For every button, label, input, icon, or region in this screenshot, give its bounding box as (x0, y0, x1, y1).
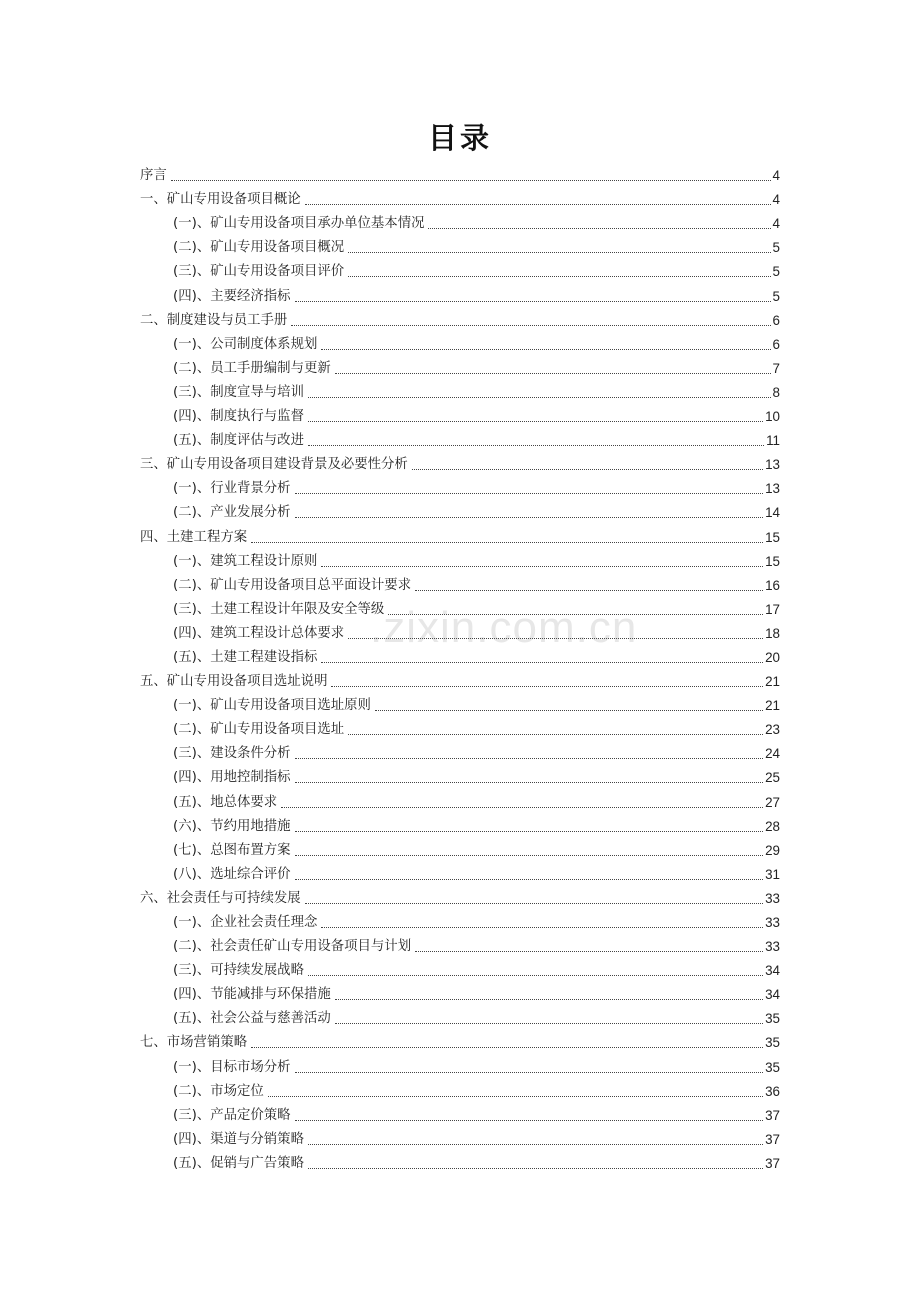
toc-entry[interactable] (140, 1100, 780, 1124)
toc-entry-page-number: 5 (772, 240, 780, 256)
toc-entry[interactable] (140, 811, 780, 835)
toc-entry-page-number: 35 (765, 1035, 780, 1051)
toc-entry-page-number: 24 (765, 746, 780, 762)
toc-entry[interactable] (140, 859, 780, 883)
toc-leader-dots (281, 807, 763, 808)
toc-entry-page-number: 23 (765, 722, 780, 738)
toc-leader-dots (321, 349, 770, 350)
toc-leader-dots (295, 831, 764, 832)
toc-leader-dots (348, 252, 770, 253)
toc-entry-page-number: 37 (765, 1155, 780, 1171)
toc-entry-label: 四、土建工程方案 (140, 529, 248, 545)
toc-entry[interactable] (140, 594, 780, 618)
toc-entry-label: (二)、社会责任矿山专用设备项目与计划 (173, 939, 412, 955)
toc-leader-dots (335, 1023, 763, 1024)
toc-entry-label: (四)、渠道与分销策略 (173, 1131, 304, 1147)
toc-entry-page-number: 7 (772, 360, 780, 376)
toc-entry-page-number: 10 (765, 409, 780, 425)
toc-entry-page-number: 25 (765, 770, 780, 786)
toc-leader-dots (308, 397, 771, 398)
toc-entry-label: 六、社会责任与可持续发展 (140, 890, 301, 906)
toc-leader-dots (251, 542, 763, 543)
toc-entry-page-number: 33 (765, 890, 780, 906)
toc-entry-page-number: 17 (765, 601, 780, 617)
toc-entry-page-number: 18 (765, 625, 780, 641)
toc-entry[interactable] (140, 473, 780, 497)
toc-leader-dots (171, 180, 771, 181)
toc-entry-label: (三)、矿山专用设备项目评价 (173, 264, 345, 280)
toc-entry-label: (二)、矿山专用设备项目总平面设计要求 (173, 577, 412, 593)
toc-entry-page-number: 27 (765, 794, 780, 810)
toc-entry-label: (一)、目标市场分析 (173, 1059, 291, 1075)
page-title: 目录 (427, 121, 492, 155)
toc-entry-label: (五)、社会公益与慈善活动 (173, 1011, 331, 1027)
toc-entry[interactable] (140, 353, 780, 377)
toc-entry[interactable] (140, 931, 780, 955)
toc-entry-page-number: 35 (765, 1011, 780, 1027)
toc-leader-dots (321, 566, 763, 567)
toc-entry[interactable] (140, 979, 780, 1003)
toc-entry[interactable] (140, 642, 780, 666)
toc-entry[interactable] (140, 546, 780, 570)
toc-entry-label: (四)、节能减排与环保措施 (173, 987, 331, 1003)
toc-entry-label: (二)、产业发展分析 (173, 505, 291, 521)
toc-entry[interactable] (140, 1051, 780, 1075)
toc-entry-page-number: 6 (772, 312, 780, 328)
toc-entry-page-number: 5 (772, 288, 780, 304)
toc-entry-page-number: 21 (765, 674, 780, 690)
toc-leader-dots (295, 1072, 764, 1073)
toc-entry[interactable] (140, 377, 780, 401)
toc-entry[interactable] (140, 570, 780, 594)
toc-entry-page-number: 4 (772, 192, 780, 208)
toc-entry[interactable] (140, 1148, 780, 1172)
toc-entry[interactable] (140, 883, 780, 907)
toc-entry-label: 二、制度建设与员工手册 (140, 312, 288, 328)
toc-entry[interactable] (140, 497, 780, 521)
toc-entry-label: (一)、公司制度体系规划 (173, 336, 318, 352)
toc-leader-dots (428, 228, 770, 229)
toc-leader-dots (291, 325, 770, 326)
toc-entry-page-number: 37 (765, 1131, 780, 1147)
toc-entry-label: (一)、矿山专用设备项目承办单位基本情况 (173, 216, 425, 232)
toc-leader-dots (295, 855, 764, 856)
toc-leader-dots (295, 493, 764, 494)
toc-entry-label: (四)、制度执行与监督 (173, 409, 304, 425)
toc-entry-label: (五)、制度评估与改进 (173, 433, 304, 449)
toc-entry[interactable] (140, 762, 780, 786)
toc-entry-label: 序言 (140, 168, 167, 184)
toc-entry[interactable] (140, 618, 780, 642)
toc-leader-dots (295, 1120, 764, 1121)
toc-entry-label: (三)、可持续发展战略 (173, 963, 304, 979)
toc-leader-dots (308, 421, 763, 422)
toc-entry[interactable] (140, 232, 780, 256)
toc-leader-dots (268, 1096, 763, 1097)
toc-entry[interactable] (140, 160, 780, 184)
toc-entry-label: 五、矿山专用设备项目选址说明 (140, 674, 328, 690)
toc-leader-dots (308, 445, 764, 446)
toc-entry-label: (五)、促销与广告策略 (173, 1155, 304, 1171)
toc-entry[interactable] (140, 280, 780, 304)
toc-entry[interactable] (140, 835, 780, 859)
toc-entry-page-number: 15 (765, 553, 780, 569)
toc-entry-label: (五)、土建工程建设指标 (173, 649, 318, 665)
toc-leader-dots (331, 686, 763, 687)
toc-entry-label: (三)、土建工程设计年限及安全等级 (173, 601, 385, 617)
toc-entry[interactable] (140, 329, 780, 353)
toc-leader-dots (335, 999, 763, 1000)
toc-entry-label: (八)、选址综合评价 (173, 866, 291, 882)
toc-entry[interactable] (140, 714, 780, 738)
toc-entry[interactable] (140, 1076, 780, 1100)
toc-entry-label: (一)、企业社会责任理念 (173, 915, 318, 930)
toc-leader-dots (348, 734, 763, 735)
toc-entry-label: (三)、产品定价策略 (173, 1107, 291, 1123)
toc-entry-label: (一)、行业背景分析 (173, 481, 291, 497)
toc-entry[interactable] (140, 786, 780, 810)
toc-entry-page-number: 13 (765, 481, 780, 497)
toc-entry-page-number: 15 (765, 529, 780, 545)
toc-leader-dots (388, 614, 763, 615)
toc-entry-page-number: 34 (765, 987, 780, 1003)
toc-entry-label: (一)、建筑工程设计原则 (173, 553, 318, 569)
toc-entry-page-number: 33 (765, 915, 780, 930)
toc-leader-dots (335, 373, 771, 374)
toc-leader-dots (348, 638, 763, 639)
toc-entry-page-number: 21 (765, 698, 780, 714)
toc-entry[interactable] (140, 449, 780, 473)
toc-entry[interactable] (140, 738, 780, 762)
toc-entry-page-number: 4 (772, 216, 780, 232)
toc-entry-page-number: 8 (772, 384, 780, 400)
toc-entry-page-number: 11 (766, 433, 780, 449)
toc-entry-label: (四)、主要经济指标 (173, 288, 291, 304)
toc-leader-dots (295, 782, 764, 783)
toc-leader-dots (295, 879, 764, 880)
toc-entry-label: (四)、建筑工程设计总体要求 (173, 625, 345, 641)
toc-entry-page-number: 6 (772, 336, 780, 352)
toc-entry[interactable] (140, 690, 780, 714)
toc-leader-dots (305, 204, 771, 205)
toc-entry-label: (四)、用地控制指标 (173, 770, 291, 786)
toc-entry-page-number: 34 (765, 963, 780, 979)
toc-entry[interactable] (140, 1027, 780, 1051)
toc-entry-page-number: 16 (765, 577, 780, 593)
toc-entry-page-number: 13 (765, 457, 780, 473)
toc-entry-page-number: 28 (765, 818, 780, 834)
toc-entry[interactable] (140, 955, 780, 979)
toc-leader-dots (375, 710, 763, 711)
toc-entry-page-number: 20 (765, 649, 780, 665)
toc-entry[interactable] (140, 907, 780, 931)
table-of-contents (140, 160, 780, 1172)
toc-leader-dots (251, 1047, 763, 1048)
toc-leader-dots (308, 1144, 763, 1145)
toc-entry-label: (二)、矿山专用设备项目概况 (173, 240, 345, 256)
toc-entry[interactable] (140, 425, 780, 449)
toc-entry-label: (三)、制度宣导与培训 (173, 384, 304, 400)
toc-leader-dots (321, 662, 763, 663)
toc-entry-label: (七)、总图布置方案 (173, 842, 291, 858)
toc-leader-dots (308, 1168, 763, 1169)
toc-entry-page-number: 37 (765, 1107, 780, 1123)
toc-entry-label: 一、矿山专用设备项目概论 (140, 192, 301, 208)
toc-entry[interactable] (140, 305, 780, 329)
toc-entry[interactable] (140, 521, 780, 545)
watermark: .zixin.com.cn (370, 603, 638, 652)
toc-entry-label: (一)、矿山专用设备项目选址原则 (173, 698, 371, 714)
toc-entry-label: 七、市场营销策略 (140, 1035, 248, 1051)
toc-leader-dots (321, 927, 763, 928)
toc-entry[interactable] (140, 1003, 780, 1027)
toc-leader-dots (412, 469, 763, 470)
toc-entry-page-number: 33 (765, 939, 780, 955)
toc-entry-label: (二)、矿山专用设备项目选址 (173, 722, 345, 738)
toc-leader-dots (295, 517, 764, 518)
toc-leader-dots (348, 276, 770, 277)
toc-entry-page-number: 35 (765, 1059, 780, 1075)
toc-entry-label: (二)、市场定位 (173, 1083, 264, 1099)
toc-entry-page-number: 29 (765, 842, 780, 858)
toc-leader-dots (305, 903, 763, 904)
toc-entry-label: (二)、员工手册编制与更新 (173, 360, 331, 376)
toc-entry-label: (五)、地总体要求 (173, 794, 278, 810)
toc-entry-label: 三、矿山专用设备项目建设背景及必要性分析 (140, 457, 408, 473)
toc-entry[interactable] (140, 256, 780, 280)
toc-entry-page-number: 14 (765, 505, 780, 521)
toc-entry-page-number: 36 (765, 1083, 780, 1099)
toc-entry[interactable] (140, 401, 780, 425)
toc-entry[interactable] (140, 1124, 780, 1148)
toc-entry-label: (六)、节约用地措施 (173, 818, 291, 834)
toc-entry[interactable] (140, 208, 780, 232)
toc-leader-dots (295, 758, 764, 759)
toc-leader-dots (308, 975, 763, 976)
toc-leader-dots (415, 590, 763, 591)
toc-leader-dots (415, 951, 763, 952)
toc-entry-label: (三)、建设条件分析 (173, 746, 291, 762)
toc-entry[interactable] (140, 666, 780, 690)
toc-entry-page-number: 5 (772, 264, 780, 280)
toc-leader-dots (295, 301, 771, 302)
toc-entry-page-number: 4 (772, 168, 780, 184)
toc-entry-page-number: 31 (765, 866, 780, 882)
toc-entry[interactable] (140, 184, 780, 208)
